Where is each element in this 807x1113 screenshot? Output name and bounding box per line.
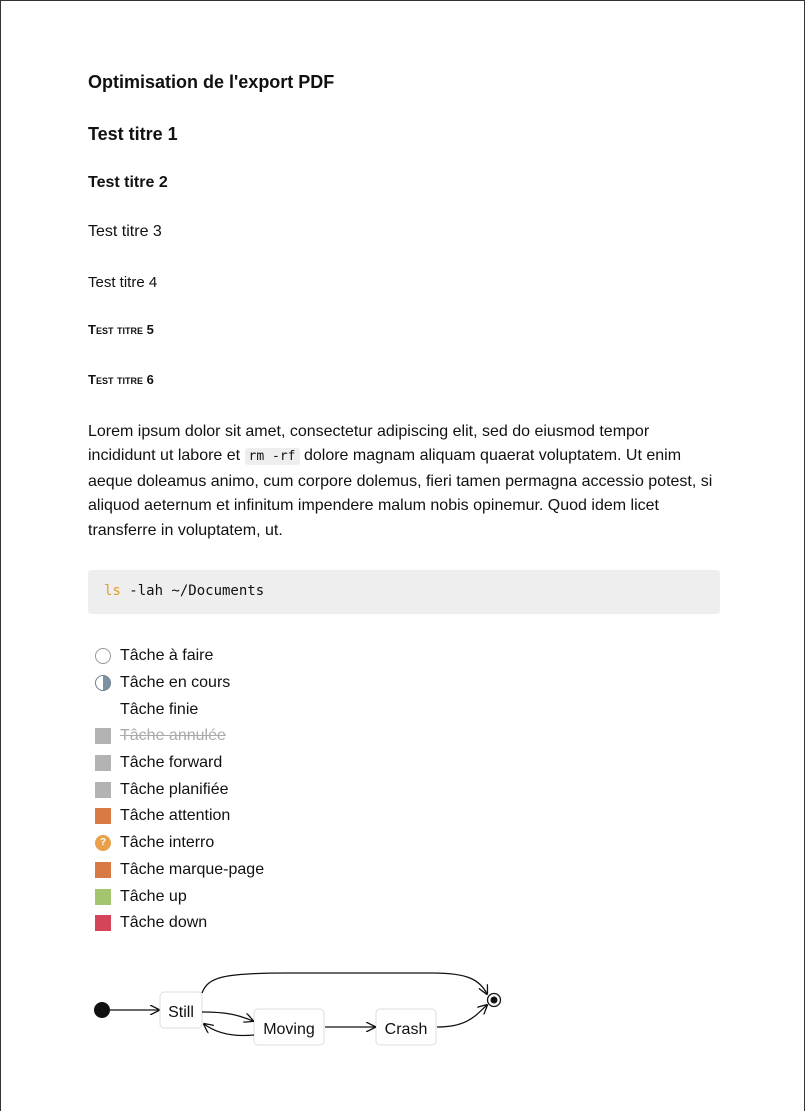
task-item-scheduled <box>95 776 264 803</box>
task-item-important <box>95 803 264 830</box>
start-node <box>94 1002 110 1018</box>
task-label: Tâche attention <box>120 807 231 825</box>
state-crash-label: Crash <box>384 1021 428 1038</box>
heading-1: Test titre 1 <box>88 124 178 144</box>
task-item-in-progress <box>95 670 264 697</box>
heading-3: Test titre 3 <box>88 223 162 240</box>
up-square-icon[interactable] <box>95 889 111 905</box>
task-label: Tâche annulée <box>120 727 226 745</box>
code-command: ls <box>104 583 121 599</box>
task-label: Tâche interro <box>120 834 215 852</box>
check-circle-icon[interactable] <box>95 702 111 718</box>
state-diagram <box>88 955 518 1055</box>
task-label: Tâche up <box>120 887 187 905</box>
task-item-todo <box>95 643 264 670</box>
cancelled-square-icon[interactable] <box>95 728 111 744</box>
heading-5: Test titre 5 <box>88 322 154 337</box>
task-list <box>95 643 264 937</box>
task-label: Tâche forward <box>120 754 223 772</box>
code-args: -lah ~/Documents <box>120 583 265 599</box>
transition-still-end <box>202 973 487 994</box>
attention-square-icon[interactable] <box>95 808 111 824</box>
task-label: Tâche à faire <box>120 647 214 665</box>
inline-code: rm -rf <box>245 448 300 465</box>
heading-2: Test titre 2 <box>88 174 168 191</box>
task-label: Tâche en cours <box>120 674 231 692</box>
task-label: Tâche finie <box>120 700 199 718</box>
state-moving-label: Moving <box>263 1021 315 1038</box>
state-still-label: Still <box>168 1004 194 1021</box>
transition-moving-still <box>204 1024 254 1036</box>
half-circle-icon[interactable] <box>95 675 111 691</box>
heading-6: Test titre 6 <box>88 372 154 387</box>
task-item-down <box>95 910 264 937</box>
down-square-icon[interactable] <box>95 915 111 931</box>
task-item-bookmark <box>95 857 264 884</box>
transition-still-moving <box>202 1012 253 1021</box>
heading-4: Test titre 4 <box>88 274 158 291</box>
checkbox-empty-icon[interactable] <box>95 648 111 664</box>
forward-square-icon[interactable] <box>95 755 111 771</box>
paragraph-text-end: dolore magnam aliquam quaerat voluptatem. Ut enim aeque doleamus animo, cum corpore dolemus, fieri tamen permagna accessio potest, si aliquod aeternum et infinitum impendere malum nobis opinemur. Quod idem licet transferre in voluptatem, ut. <box>88 447 713 539</box>
bookmark-square-icon[interactable] <box>95 862 111 878</box>
body-paragraph <box>88 420 718 543</box>
task-label: Tâche down <box>120 914 208 932</box>
end-node-core <box>491 997 498 1004</box>
task-item-done <box>95 696 264 723</box>
paragraph-text-start: Lorem ipsum dolor sit amet, consectetur adipiscing elit, sed do eiusmod tempor incididunt ut labore et <box>88 423 650 465</box>
transition-crash-end <box>437 1005 487 1027</box>
task-label: Tâche planifiée <box>120 780 229 798</box>
task-item-question <box>95 830 264 857</box>
code-block <box>88 570 720 614</box>
scheduled-square-icon[interactable] <box>95 782 111 798</box>
task-label: Tâche marque-page <box>120 860 265 878</box>
task-item-forwarded <box>95 750 264 777</box>
document-title: Optimisation de l'export PDF <box>88 72 335 92</box>
task-item-up <box>95 883 264 910</box>
task-item-cancelled <box>95 723 264 750</box>
question-mark-icon[interactable]: ? <box>95 835 111 851</box>
